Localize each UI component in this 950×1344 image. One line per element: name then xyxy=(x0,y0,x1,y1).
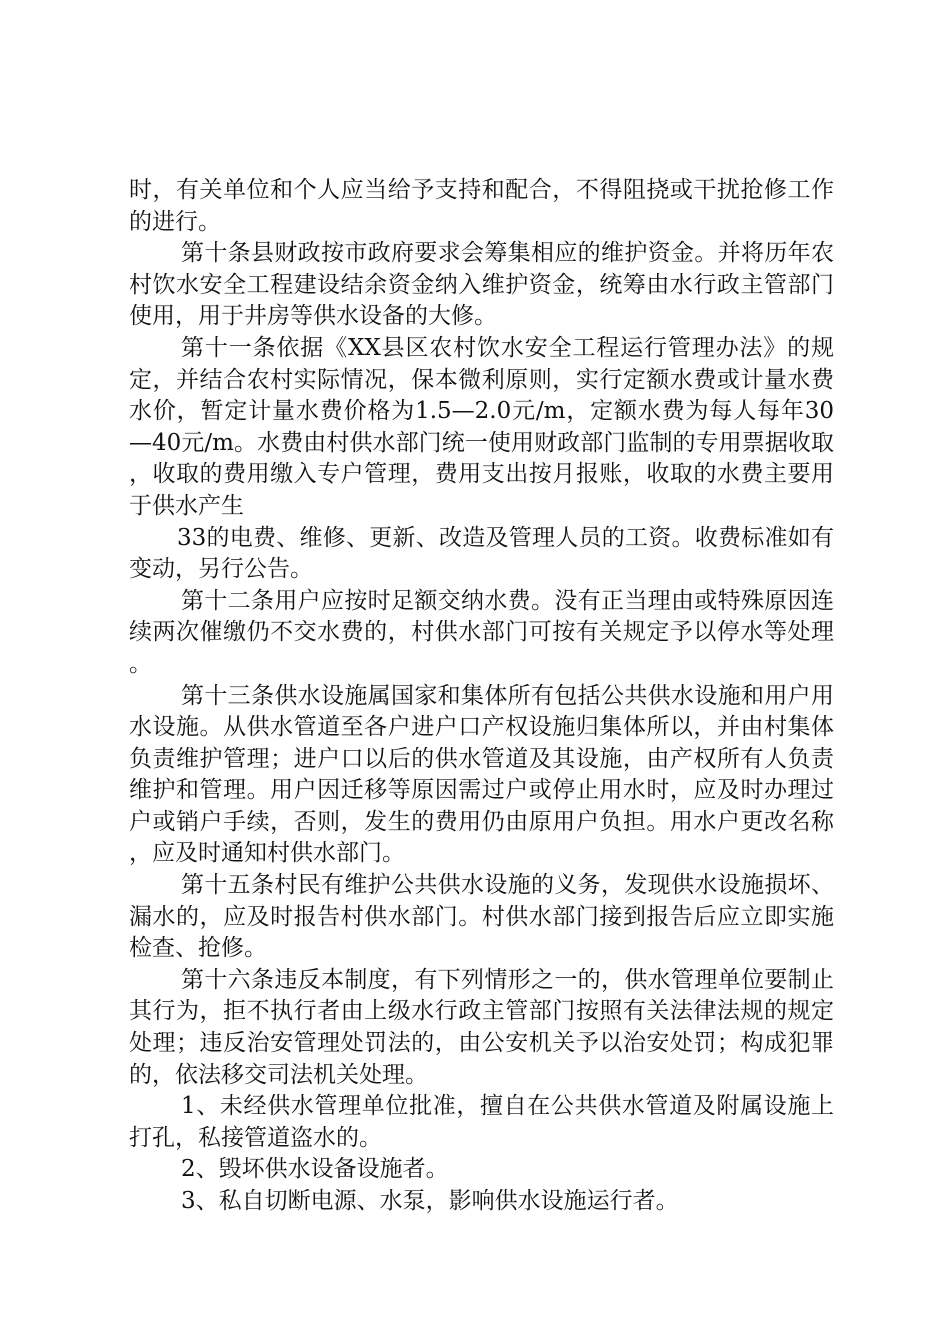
paragraph-article-11: 第十一条依据《XX县区农村饮水安全工程运行管理办法》的规定，并结合农村实际情况，保本微利原则，实行定额水费或计量水费水价，暂定计量水费价格为1.5—2.0元/m，定额水费为每人每年30—40元/m。水费由村供水部门统一使用财政部门监制的专用票据收取，收取的费用缴入专户管理，费用支出按月报账，收取的水费主要用于供水产生 xyxy=(129,334,834,519)
list-item-2: 2、毁坏供水设备设施者。 xyxy=(181,1156,449,1183)
paragraph-article-11-continued: 33的电费、维修、更新、改造及管理人员的工资。收费标准如有变动，另行公告。 xyxy=(129,524,834,583)
paragraph-article-12: 第十二条用户应按时足额交纳水费。没有正当理由或特殊原因连续两次催缴仍不交水费的，村供水部门可按有关规定予以停水等处理。 xyxy=(129,587,834,677)
paragraph-continuation: 时，有关单位和个人应当给予支持和配合，不得阻挠或干扰抢修工作的进行。 xyxy=(129,177,834,235)
paragraph-article-13: 第十三条供水设施属国家和集体所有包括公共供水设施和用户用水设施。从供水管道至各户进户口产权设施归集体所以，并由村集体负责维护管理；进户口以后的供水管道及其设施，由产权所有人负责维护和管理。用户因迁移等原因需过户或停止用水时，应及时办理过户或销户手续，否则，发生的费用仍由原用户负担。用水户更改名称，应及时通知村供水部门。 xyxy=(129,682,834,867)
paragraph-article-16: 第十六条违反本制度，有下列情形之一的，供水管理单位要制止其行为，拒不执行者由上级水行政主管部门按照有关法律法规的规定处理；违反治安管理处罚法的，由公安机关予以治安处罚；构成犯罪的，依法移交司法机关处理。 xyxy=(129,966,834,1088)
list-item-1: 1、未经供水管理单位批准，擅自在公共供水管道及附属设施上打孔，私接管道盗水的。 xyxy=(129,1093,834,1151)
list-item-3: 3、私自切断电源、水泵，影响供水设施运行者。 xyxy=(181,1188,679,1214)
paragraph-article-10: 第十条县财政按市政府要求会筹集相应的维护资金。并将历年农村饮水安全工程建设结余资金纳入维护资金，统筹由水行政主管部门使用，用于井房等供水设备的大修。 xyxy=(129,240,834,330)
document-body xyxy=(129,175,834,1218)
paragraph-article-15: 第十五条村民有维护公共供水设施的义务，发现供水设施损坏、漏水的，应及时报告村供水部门。村供水部门接到报告后应立即实施检查、抢修。 xyxy=(129,872,834,962)
